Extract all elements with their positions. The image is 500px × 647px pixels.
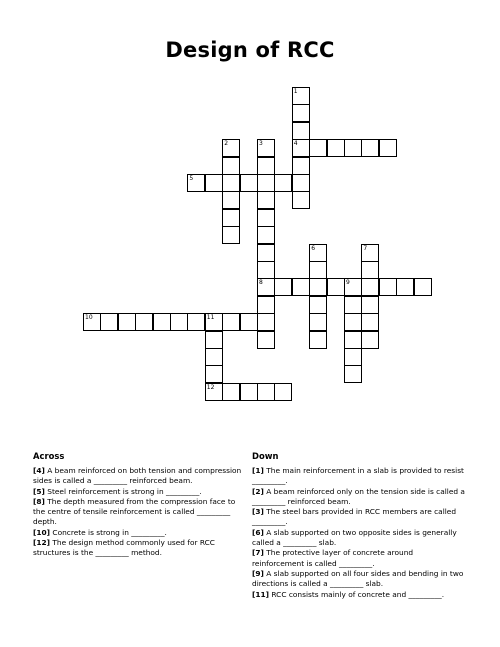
clue-text: A beam reinforced only on the tension side is called a _________ reinforced beam. [252,486,465,506]
grid-cell[interactable] [344,139,362,157]
grid-cell[interactable] [396,278,414,296]
grid-cell[interactable] [309,331,327,349]
grid-cell[interactable] [257,244,275,262]
clue-number-label: 11 [206,314,215,322]
across-clues [33,451,248,559]
across-heading: Across [33,451,65,461]
clue-text: A slab supported on all four sides and bending in two directions is called a _________ slab. [252,568,464,589]
grid-cell[interactable] [274,278,292,296]
clue-number-label: 8 [259,279,263,287]
grid-cell[interactable] [379,278,397,296]
grid-cell[interactable] [222,226,240,244]
clue-item [33,466,248,487]
grid-cell[interactable] [205,174,223,192]
grid-cell[interactable] [205,348,223,366]
grid-cell[interactable] [292,139,310,157]
clue-number: [11] [252,589,270,599]
clue-item [252,548,467,569]
grid-cell[interactable] [222,157,240,175]
clue-text: The protective layer of concrete around reinforcement is called _________. [252,548,414,568]
clue-item [252,528,467,549]
clue-item [33,497,248,528]
down-clues [252,451,467,600]
grid-cell[interactable] [361,296,379,314]
clue-text: A beam reinforced on both tension and compression sides is called a _________ reinforced beam. [33,466,242,486]
clue-text: Concrete is strong in _________. [52,527,167,537]
grid-cell[interactable] [344,331,362,349]
grid-cell[interactable] [292,174,310,192]
clue-number: [10] [33,527,51,537]
clue-number: [4] [33,466,45,475]
grid-cell[interactable] [361,244,379,262]
grid-cell[interactable] [135,313,153,331]
clue-text: The design method commonly used for RCC structures is the _________ method. [33,538,215,558]
clue-number: [12] [33,538,51,548]
grid-cell[interactable] [240,383,258,401]
grid-cell[interactable] [292,122,310,140]
grid-cell[interactable] [100,313,118,331]
grid-cell[interactable] [292,157,310,175]
clue-number: [5] [33,486,45,496]
grid-cell[interactable] [257,313,275,331]
grid-cell[interactable] [257,331,275,349]
grid-cell[interactable] [361,139,379,157]
puzzle-title: Design of RCC [165,38,335,62]
grid-cell[interactable] [257,157,275,175]
down-heading: Down [252,451,279,461]
grid-cell[interactable] [309,296,327,314]
clue-item [252,507,467,528]
clue-number-label: 7 [363,244,368,252]
grid-cell[interactable] [257,174,275,192]
clue-text: RCC consists mainly of concrete and _________. [271,589,445,599]
clue-item [252,590,467,600]
grid-cell[interactable] [344,278,362,296]
grid-cell[interactable] [379,139,397,157]
grid-cell[interactable] [414,278,432,296]
clue-item [33,487,248,497]
grid-cell[interactable] [292,104,310,122]
grid-cell[interactable] [292,191,310,209]
grid-cell[interactable] [222,174,240,192]
grid-cell[interactable] [274,383,292,401]
clue-number-label: 12 [206,383,215,391]
clue-number-label: 1 [293,88,298,95]
grid-cell[interactable] [83,313,101,331]
grid-cell[interactable] [309,244,327,262]
grid-cell[interactable] [118,313,136,331]
grid-cell[interactable] [257,383,275,401]
grid-cell[interactable] [222,209,240,227]
grid-cell[interactable] [274,174,292,192]
clue-text: Steel reinforcement is strong in _________. [47,486,202,496]
clue-item [33,528,248,538]
grid-cell[interactable] [205,383,223,401]
clue-text: A slab supported on two opposite sides is generally called a _________ slab. [252,527,457,548]
grid-cell[interactable] [187,313,205,331]
grid-cell[interactable] [327,139,345,157]
clue-number-label: 3 [259,140,263,148]
clue-number-label: 2 [224,140,229,148]
grid-cell[interactable] [309,278,327,296]
across-clue-list [33,466,248,559]
clue-number: [7] [252,548,264,558]
grid-cell[interactable] [257,139,275,157]
grid-cell[interactable] [240,313,258,331]
clue-number-label: 6 [311,244,316,252]
down-clue-list [252,466,467,600]
clue-text: The depth measured from the compression face to the centre of tensile reinforcement is called _________ depth. [33,496,236,527]
grid-cell[interactable] [327,278,345,296]
clue-number: [3] [252,507,264,517]
grid-cell[interactable] [361,331,379,349]
grid-cell[interactable] [344,313,362,331]
grid-cell[interactable] [170,313,188,331]
grid-cell[interactable] [344,348,362,366]
grid-cell[interactable] [344,365,362,383]
grid-cell[interactable] [222,383,240,401]
grid-cell[interactable] [222,191,240,209]
grid-cell[interactable] [205,365,223,383]
grid-cell[interactable] [240,174,258,192]
clue-number-label: 4 [293,140,298,148]
grid-cell[interactable] [309,261,327,279]
clue-item [252,487,467,508]
grid-cell[interactable] [292,278,310,296]
clue-item [33,538,248,559]
clue-item [252,466,467,487]
grid-cell[interactable] [205,313,223,331]
clue-number: [2] [252,486,264,496]
grid-cell[interactable] [361,313,379,331]
grid-cell[interactable] [344,296,362,314]
grid-cell[interactable] [292,87,310,105]
clue-number: [8] [33,496,45,506]
grid-cell[interactable] [257,296,275,314]
clue-number: [9] [252,568,264,578]
clue-number-label: 10 [85,314,93,322]
clue-number-label: 9 [346,279,350,287]
grid-cell[interactable] [257,209,275,227]
grid-cell[interactable] [257,278,275,296]
clue-text: The steel bars provided in RCC members are called _________. [252,507,457,527]
grid-cell[interactable] [257,261,275,279]
clue-text: The main reinforcement in a slab is provided to resist _________. [252,466,464,486]
clue-number: [6] [252,527,264,537]
grid-cell[interactable] [257,226,275,244]
grid-cell[interactable] [309,313,327,331]
grid-cell[interactable] [222,313,240,331]
grid-cell[interactable] [153,313,171,331]
clue-number-label: 5 [189,175,194,182]
grid-cell[interactable] [361,278,379,296]
clue-number: [1] [252,466,264,475]
grid-cell[interactable] [205,331,223,349]
grid-cell[interactable] [361,261,379,279]
grid-cell[interactable] [257,191,275,209]
clue-item [252,569,467,590]
grid-cell[interactable] [309,139,327,157]
grid-cell[interactable] [187,174,205,192]
grid-cell[interactable] [222,139,240,157]
